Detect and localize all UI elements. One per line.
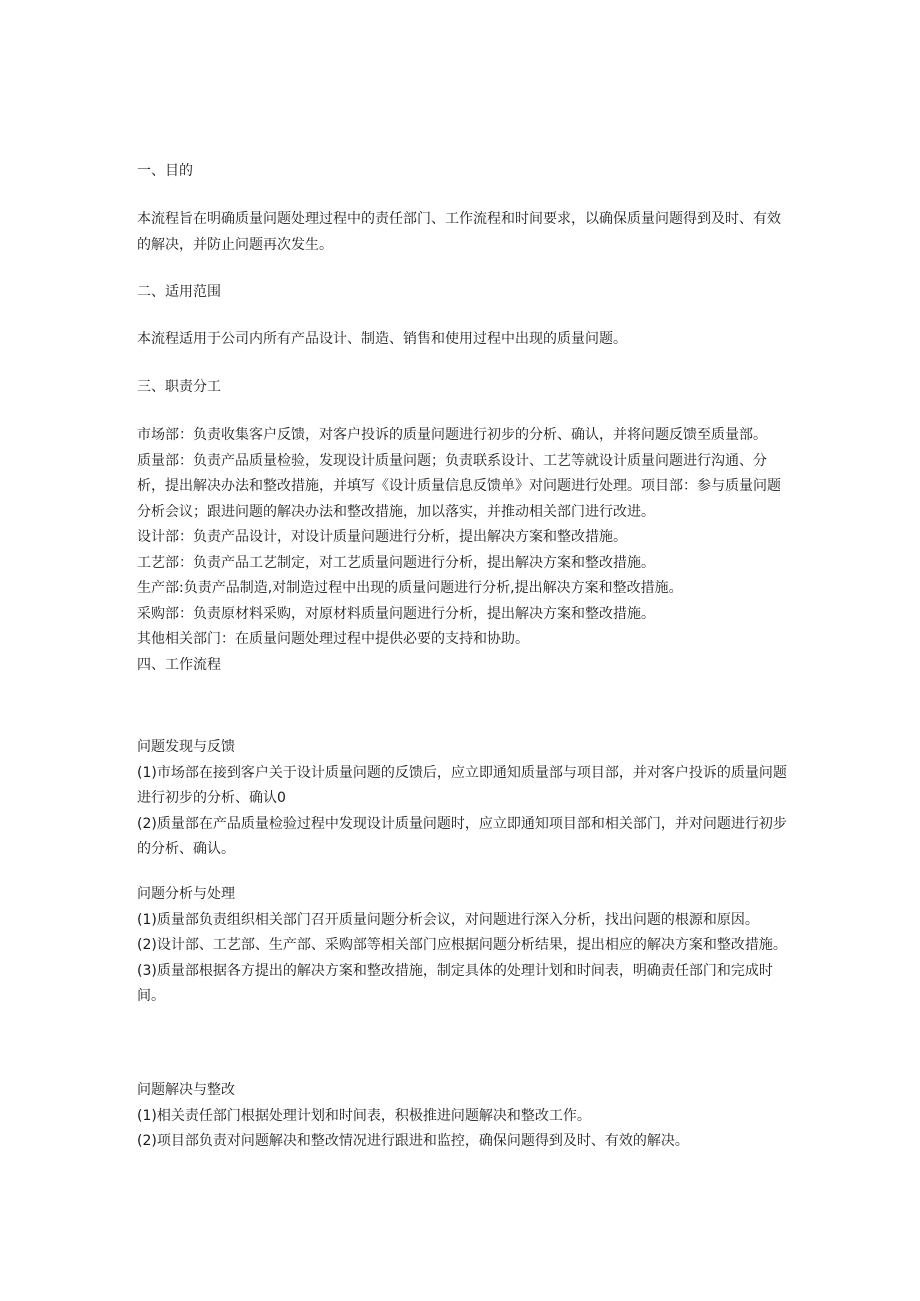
section-1-body: 本流程旨在明确质量问题处理过程中的责任部门、工作流程和时间要求，以确保质量问题得到及时、有效的解决，并防止问题再次发生。 bbox=[137, 211, 781, 253]
flow-analysis bbox=[137, 882, 787, 1010]
flow-resolution bbox=[137, 1078, 787, 1155]
duty-purchasing: 采购部：负责原材料采购，对原材料质量问题进行分析，提出解决方案和整改措施。 bbox=[137, 605, 655, 622]
flow-discovery-item: (1)市场部在接到客户关于设计质量问题的反馈后，应立即通知质量部与项目部，并对客户投诉的质量问题进行初步的分析、确认0 bbox=[137, 764, 787, 806]
flow-resolution-item: (1)相关责任部门根据处理计划和时间表，积极推进问题解决和整改工作。 bbox=[137, 1107, 591, 1124]
duty-process: 工艺部：负责产品工艺制定，对工艺质量问题进行分析，提出解决方案和整改措施。 bbox=[137, 554, 655, 571]
duty-quality-project: 质量部：负责产品质量检验，发现设计质量问题；负责联系设计、工艺等就设计质量问题进行沟通、分析，提出解决办法和整改措施，并填写《设计质量信息反馈单》对问题进行处理。项目部：参与质量问题分析会议；跟进问题的解决办法和整改措施，加以落实，并推动相关部门进行改进。 bbox=[137, 452, 781, 520]
section-1-heading: 一、目的 bbox=[137, 163, 193, 179]
flow-discovery-title: 问题发现与反馈 bbox=[137, 739, 235, 755]
flow-analysis-item: (2)设计部、工艺部、生产部、采购部等相关部门应根据问题分析结果，提出相应的解决方案和整改措施。 bbox=[137, 937, 787, 953]
section-3-heading: 三、职责分工 bbox=[137, 379, 221, 395]
section-4-heading: 四、工作流程 bbox=[137, 656, 221, 673]
duty-others: 其他相关部门：在质量问题处理过程中提供必要的支持和协助。 bbox=[137, 631, 529, 647]
duty-production: 生产部:负责产品制造,对制造过程中出现的质量问题进行分析,提出解决方案和整改措施。 bbox=[137, 580, 683, 596]
duty-market: 市场部：负责收集客户反馈，对客户投诉的质量问题进行初步的分析、确认，并将问题反馈至质量部。 bbox=[137, 427, 767, 443]
section-2-body: 本流程适用于公司内所有产品设计、制造、销售和使用过程中出现的质量问题。 bbox=[137, 331, 627, 347]
flow-resolution-title: 问题解决与整改 bbox=[137, 1082, 235, 1098]
flow-analysis-item: (1)质量部负责组织相关部门召开质量问题分析会议，对问题进行深入分析，找出问题的根源和原因。 bbox=[137, 911, 759, 928]
flow-discovery bbox=[137, 735, 787, 863]
duties-list bbox=[137, 423, 787, 678]
flow-analysis-title: 问题分析与处理 bbox=[137, 886, 235, 902]
duty-design: 设计部：负责产品设计，对设计质量问题进行分析，提出解决方案和整改措施。 bbox=[137, 529, 627, 545]
flow-discovery-item: (2)质量部在产品质量检验过程中发现设计质量问题时，应立即通知项目部和相关部门，并对问题进行初步的分析、确认。 bbox=[137, 815, 787, 857]
flow-resolution-item: (2)项目部负责对问题解决和整改情况进行跟进和监控，确保问题得到及时、有效的解决。 bbox=[137, 1133, 689, 1149]
section-2-heading: 二、适用范围 bbox=[137, 284, 221, 300]
flow-analysis-item: (3)质量部根据各方提出的解决方案和整改措施，制定具体的处理计划和时间表，明确责任部门和完成时间。 bbox=[137, 962, 773, 1004]
